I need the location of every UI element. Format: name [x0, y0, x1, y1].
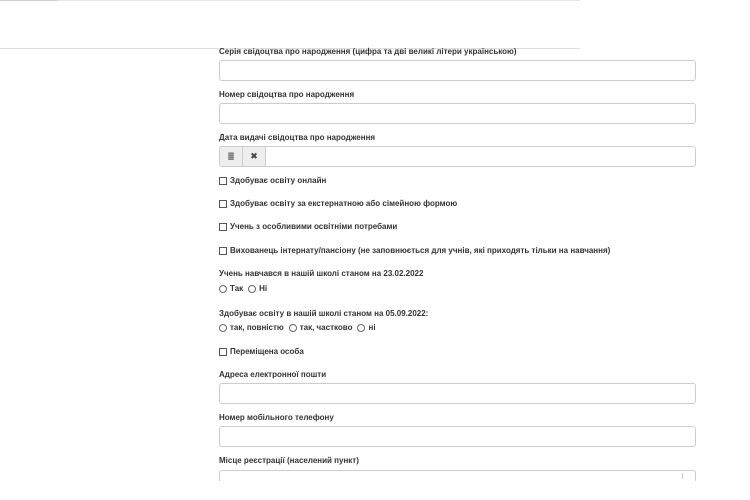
radio-option-fully[interactable] [219, 323, 284, 333]
radio-circle[interactable] [357, 324, 365, 332]
birth-cert-series-label: Серія свідоцтва про народження (цифра та дві великі літери українською) [219, 47, 517, 56]
email-input[interactable] [219, 383, 696, 404]
birth-cert-date-label: Дата видачі свідоцтва про народження [219, 133, 376, 142]
checkbox-external[interactable] [219, 199, 457, 209]
radio-option-label: Так [230, 284, 244, 293]
checkbox-displaced[interactable] [219, 347, 304, 357]
select-divider [682, 473, 683, 479]
checkbox-displaced-label: Переміщена особа [230, 347, 304, 356]
birth-cert-date-group [219, 146, 696, 167]
radio-circle[interactable] [289, 324, 297, 332]
email-label: Адреса електронної пошти [219, 370, 327, 379]
radio-circle[interactable] [219, 324, 227, 332]
checkbox-external-box[interactable] [219, 200, 227, 208]
radio-circle[interactable] [248, 285, 256, 293]
checkbox-boarding-label: Вихованець інтернату/пансіону (не заповнюється для учнів, які приходять тільки на навчання) [230, 246, 611, 255]
clear-x-icon[interactable]: ✖ [243, 147, 266, 166]
checkbox-special-needs[interactable] [219, 222, 397, 232]
checkbox-online-box[interactable] [219, 177, 227, 185]
radio-option-yes[interactable] [219, 284, 243, 294]
birth-cert-date-input[interactable] [266, 147, 695, 166]
birth-cert-number-input[interactable] [219, 103, 696, 124]
checkbox-boarding[interactable] [219, 246, 610, 256]
calendar-list-icon[interactable]: ≣ [220, 147, 243, 166]
radio-circle[interactable] [219, 285, 227, 293]
radio-option-no[interactable] [248, 284, 267, 294]
checkbox-special-needs-box[interactable] [219, 223, 227, 231]
registration-place-label: Місце реєстрації (населений пункт) [219, 456, 359, 465]
birth-cert-number-label: Номер свідоцтва про народження [219, 90, 355, 99]
top-divider [0, 0, 580, 1]
checkbox-special-needs-label: Учень з особливими освітніми потребами [230, 222, 398, 231]
phone-label: Номер мобільного телефону [219, 413, 334, 422]
checkbox-boarding-box[interactable] [219, 247, 227, 255]
studying-question-options [219, 323, 381, 333]
radio-option-label: так, повністю [230, 323, 284, 332]
top-tab-indicator [0, 0, 58, 1]
studied-question-options [219, 284, 272, 294]
checkbox-external-label: Здобуває освіту за екстернатною або сімейною формою [230, 199, 458, 208]
studying-question-label: Здобуває освіту в нашій школі станом на 05.09.2022: [219, 309, 429, 318]
radio-option-label: так, частково [299, 323, 353, 332]
radio-option-none[interactable] [357, 323, 375, 333]
birth-cert-series-input[interactable] [219, 60, 696, 81]
checkbox-online-label: Здобуває освіту онлайн [230, 176, 327, 185]
checkbox-displaced-box[interactable] [219, 348, 227, 356]
registration-place-select[interactable] [219, 470, 696, 481]
studied-question-label: Учень навчався в нашій школі станом на 23.02.2022 [219, 269, 424, 278]
phone-input[interactable] [219, 426, 696, 447]
checkbox-online[interactable] [219, 176, 326, 186]
radio-option-label: ні [368, 323, 376, 332]
radio-option-partially[interactable] [289, 323, 353, 333]
radio-option-label: Ні [259, 284, 268, 293]
